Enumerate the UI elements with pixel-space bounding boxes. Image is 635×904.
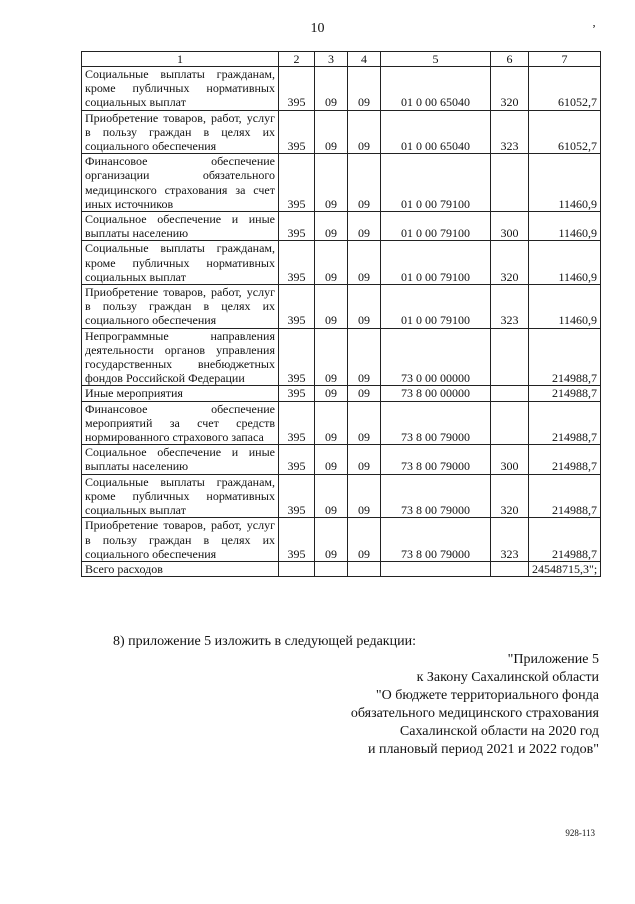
section-cell: 09: [315, 386, 348, 401]
empty-cell: [381, 561, 491, 576]
header-cell: 3: [315, 52, 348, 67]
row-name-cell: Финансовое обеспечение организации обязательного медицинского страхования за счет иных источников: [82, 154, 279, 212]
amount-cell: 61052,7: [529, 110, 601, 154]
section-cell: 09: [315, 474, 348, 518]
subsection-cell: 09: [348, 474, 381, 518]
subsection-cell: 09: [348, 110, 381, 154]
section-cell: 09: [315, 401, 348, 445]
expense-type-cell: 323: [491, 110, 529, 154]
table-row: [82, 445, 601, 474]
target-article-cell: 73 8 00 79000: [381, 518, 491, 562]
amount-cell: 11460,9: [529, 285, 601, 329]
target-article-cell: 73 0 00 00000: [381, 328, 491, 386]
target-article-cell: 73 8 00 79000: [381, 401, 491, 445]
amount-cell: 11460,9: [529, 212, 601, 241]
admin-code-cell: 395: [279, 401, 315, 445]
target-article-cell: 73 8 00 79000: [381, 445, 491, 474]
amount-cell: 214988,7: [529, 445, 601, 474]
row-name-cell: Иные мероприятия: [82, 386, 279, 401]
empty-cell: [279, 561, 315, 576]
empty-cell: [491, 561, 529, 576]
admin-code-cell: 395: [279, 154, 315, 212]
admin-code-cell: 395: [279, 474, 315, 518]
table-row: [82, 401, 601, 445]
admin-code-cell: 395: [279, 212, 315, 241]
table-header-row: [82, 52, 601, 67]
table-row: [82, 154, 601, 212]
corner-mark: ʼ: [592, 22, 596, 36]
empty-cell: [348, 561, 381, 576]
total-row: [82, 561, 601, 576]
annex-line: и плановый период 2021 и 2022 годов": [367, 742, 599, 757]
page-number: 10: [310, 21, 325, 36]
subsection-cell: 09: [348, 241, 381, 285]
table-row: [82, 285, 601, 329]
table-row: [82, 518, 601, 562]
admin-code-cell: 395: [279, 110, 315, 154]
admin-code-cell: 395: [279, 445, 315, 474]
target-article-cell: 01 0 00 79100: [381, 212, 491, 241]
section-cell: 09: [315, 110, 348, 154]
section-cell: 09: [315, 154, 348, 212]
row-name-cell: Финансовое обеспечение мероприятий за счет средств нормированного страхового запаса: [82, 401, 279, 445]
table-row: [82, 67, 601, 111]
row-name-cell: Непрограммные направления деятельности органов управления государственных внебюджетных фондов Российской Федерации: [82, 328, 279, 386]
admin-code-cell: 395: [279, 328, 315, 386]
table-row: [82, 386, 601, 401]
target-article-cell: 01 0 00 79100: [381, 285, 491, 329]
header-cell: 4: [348, 52, 381, 67]
section-cell: 09: [315, 67, 348, 111]
row-name-cell: Приобретение товаров, работ, услуг в пользу граждан в целях их социального обеспечения: [82, 518, 279, 562]
header-cell: 2: [279, 52, 315, 67]
target-article-cell: 01 0 00 79100: [381, 241, 491, 285]
table-row: [82, 328, 601, 386]
row-name-cell: Приобретение товаров, работ, услуг в пользу граждан в целях их социального обеспечения: [82, 110, 279, 154]
admin-code-cell: 395: [279, 67, 315, 111]
subsection-cell: 09: [348, 518, 381, 562]
admin-code-cell: 395: [279, 241, 315, 285]
amount-cell: 214988,7: [529, 386, 601, 401]
target-article-cell: 73 8 00 00000: [381, 386, 491, 401]
target-article-cell: 73 8 00 79000: [381, 474, 491, 518]
admin-code-cell: 395: [279, 518, 315, 562]
subsection-cell: 09: [348, 445, 381, 474]
subsection-cell: 09: [348, 67, 381, 111]
amount-cell: 214988,7: [529, 328, 601, 386]
expense-type-cell: 323: [491, 285, 529, 329]
header-cell: 6: [491, 52, 529, 67]
target-article-cell: 01 0 00 65040: [381, 67, 491, 111]
expense-type-cell: 300: [491, 212, 529, 241]
subsection-cell: 09: [348, 401, 381, 445]
subsection-cell: 09: [348, 285, 381, 329]
expense-type-cell: 320: [491, 241, 529, 285]
section-cell: 09: [315, 212, 348, 241]
budget-table: [81, 51, 601, 577]
annex-line: "Приложение 5: [507, 652, 599, 667]
amount-cell: 214988,7: [529, 474, 601, 518]
section-cell: 09: [315, 285, 348, 329]
annex-line: обязательного медицинского страхования: [350, 706, 599, 721]
row-name-cell: Социальное обеспечение и иные выплаты населению: [82, 445, 279, 474]
table-row: [82, 212, 601, 241]
expense-type-cell: 320: [491, 474, 529, 518]
expense-type-cell: 323: [491, 518, 529, 562]
amount-cell: 214988,7: [529, 401, 601, 445]
document-code: 928-113: [565, 828, 595, 838]
amount-cell: 11460,9: [529, 241, 601, 285]
expense-type-cell: 320: [491, 67, 529, 111]
annex-header: [351, 651, 599, 759]
row-name-cell: Социальные выплаты гражданам, кроме публичных нормативных социальных выплат: [82, 474, 279, 518]
row-name-cell: Социальные выплаты гражданам, кроме публичных нормативных социальных выплат: [82, 241, 279, 285]
target-article-cell: 01 0 00 79100: [381, 154, 491, 212]
header-cell: 7: [529, 52, 601, 67]
section-cell: 09: [315, 518, 348, 562]
empty-cell: [315, 561, 348, 576]
expense-type-cell: [491, 328, 529, 386]
subsection-cell: 09: [348, 386, 381, 401]
subsection-cell: 09: [348, 328, 381, 386]
target-article-cell: 01 0 00 65040: [381, 110, 491, 154]
total-value: 24548715,3";: [529, 561, 601, 576]
header-cell: 5: [381, 52, 491, 67]
amount-cell: 214988,7: [529, 518, 601, 562]
annex-line: "О бюджете территориального фонда: [375, 688, 599, 703]
row-name-cell: Приобретение товаров, работ, услуг в пользу граждан в целях их социального обеспечения: [82, 285, 279, 329]
total-label: Всего расходов: [82, 561, 279, 576]
expense-type-cell: [491, 386, 529, 401]
section-cell: 09: [315, 241, 348, 285]
header-cell: 1: [82, 52, 279, 67]
row-name-cell: Социальное обеспечение и иные выплаты населению: [82, 212, 279, 241]
amount-cell: 11460,9: [529, 154, 601, 212]
admin-code-cell: 395: [279, 285, 315, 329]
admin-code-cell: 395: [279, 386, 315, 401]
subsection-cell: 09: [348, 212, 381, 241]
section-cell: 09: [315, 328, 348, 386]
table-row: [82, 474, 601, 518]
subsection-cell: 09: [348, 154, 381, 212]
annex-line: Сахалинской области на 2020 год: [399, 724, 599, 739]
expense-type-cell: [491, 401, 529, 445]
expense-type-cell: [491, 154, 529, 212]
annex-line: к Закону Сахалинской области: [416, 670, 599, 685]
amount-cell: 61052,7: [529, 67, 601, 111]
row-name-cell: Социальные выплаты гражданам, кроме публичных нормативных социальных выплат: [82, 67, 279, 111]
paragraph-instruction: 8) приложение 5 изложить в следующей редакции:: [113, 634, 416, 649]
table-row: [82, 110, 601, 154]
table-row: [82, 241, 601, 285]
section-cell: 09: [315, 445, 348, 474]
expense-type-cell: 300: [491, 445, 529, 474]
